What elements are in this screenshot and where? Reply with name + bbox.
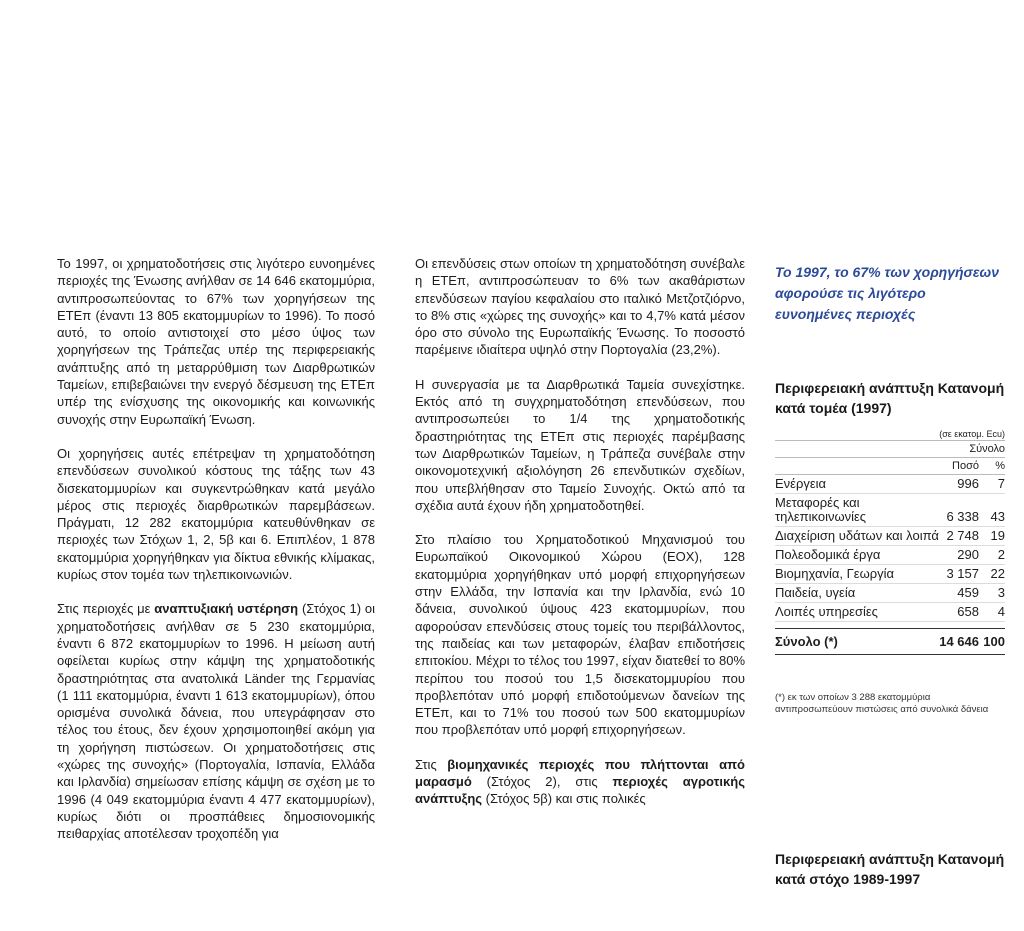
row-amount: 3 157 (939, 565, 979, 584)
column-header-row (775, 458, 1005, 475)
total-header-row (775, 441, 1005, 458)
row-pct: 7 (979, 475, 1005, 494)
row-amount: 290 (939, 546, 979, 565)
row-label: Πολεοδομικά έργα (775, 546, 939, 565)
text-column-left (57, 255, 375, 860)
row-amount: 658 (939, 603, 979, 622)
row-label: Μεταφορές και τηλεπικοινωνίες (775, 494, 939, 527)
paragraph: Οι χορηγήσεις αυτές επέτρεψαν τη χρηματοδότηση επενδύσεων συνολικού κόστους της τάξης των 43 δισεκατομμυρίων και συγκεντρώθηκαν κατά μεγάλο μέρος στις περιοχές διαρθρωτικών παρεμβάσεων. Πράγματι, 12 282 εκατομμύρια κατευθύνθηκαν σε περιοχές των Στόχων 1, 2, 5β και 6. Επιπλέον, 1 878 εκατομμύρια χορηγήθηκαν για δίκτυα εθνικής κλίμακας, κυρίως στον τομέα των τηλεπικοινωνιών. (57, 445, 375, 583)
total-pct: 100 (979, 629, 1005, 655)
chart-title: Περιφερειακή ανάπτυξη Κατανομή κατά στόχο 1989-1997 (775, 851, 1005, 887)
row-label: Παιδεία, υγεία (775, 584, 939, 603)
total-amount: 14 646 (939, 629, 979, 655)
row-label: Διαχείριση υδάτων και λοιπά (775, 527, 939, 546)
paragraph (57, 600, 375, 842)
row-pct: 3 (979, 584, 1005, 603)
unit-label: (σε εκατομ. Ecu) (775, 427, 1005, 441)
table-row (775, 475, 1005, 494)
paragraph: Οι επενδύσεις στων οποίων τη χρηματοδότηση συνέβαλε η ΕΤΕπ, αντιπροσώπευαν το 6% των ακαθάριστων επενδύσεων παγίου κεφαλαίου στο ιταλικό Μετζοτζιόρνο, το 8% στις «χώρες της συνοχής» και το 4,7% κατά μέσον όρο στο σύνολο της Ευρωπαϊκής Ένωσης. Το ποσοστό παρέμεινε ιδιαίτερα υψηλό στην Πορτογαλία (23,2%). (415, 256, 745, 358)
total-row (775, 629, 1005, 655)
paragraph-text: (Στόχος 2), στις (471, 774, 613, 790)
row-pct: 43 (979, 494, 1005, 527)
bold-term: περιοχές αγροτικής ανάπτυξης (415, 774, 745, 807)
paragraph: Το 1997, οι χρηματοδοτήσεις στις λιγότερο ευνοημένες περιοχές της Ένωσης ανήλθαν σε 14 646 εκατομμύρια, αντιπροσωπεύοντας το 67% των χορηγήσεων της ΕΤΕπ (έναντι 13 805 εκατομμυρίων το 1996). Το ποσό αυτό, το οποίο αντιστοιχεί στο μέσο ύψος των χορηγήσεων της Τράπεζας υπέρ της περιφερειακής ανάπτυξης από τη μεταρρύθμιση των Διαρθρωτικών Ταμείων, επιβεβαιώνει την ενεργό δέσμευση της ΕΤΕπ υπέρ της ενίσχυσης της οικονομικής και κοινωνικής συνοχής στην Ευρωπαϊκή Ένωση. (57, 256, 375, 427)
row-amount: 459 (939, 584, 979, 603)
row-pct: 22 (979, 565, 1005, 584)
paragraph-text: (Στόχος 5β) και στις πολικές (482, 791, 646, 807)
paragraph: Η συνεργασία με τα Διαρθρωτικά Ταμεία συνεχίστηκε. Εκτός από τη συγχρηματοδότηση επενδύσεων, που αντιπροσωπεύει το 1/4 της χρηματοδοτικής δραστηριότητας της ΕΤΕπ στις περιοχές παρέμβασης των Διαρθρωτικών Ταμείων, η Τράπεζα συνέβαλε στην οικονομοτεχνική αξιολόγηση 26 επενδυτικών σχεδίων, που υπεβλήθησαν στο Ταμείο Συνοχής. Οκτώ από τα σχέδια αυτά έχουν ήδη χρηματοδοτηθεί. (415, 376, 745, 513)
row-label: Λοιπές υπηρεσίες (775, 603, 939, 622)
row-pct: 2 (979, 546, 1005, 565)
table-title: Περιφερειακή ανάπτυξη Κατανομή κατά τομέα (1997) (775, 380, 1005, 416)
paragraph: Στο πλαίσιο του Χρηματοδοτικού Μηχανισμού του Ευρωπαϊκού Οικονομικού Χώρου (ΕΟΧ), 128 εκατομμύρια χορηγήθηκαν υπό μορφή επιχορηγήσεων στην Ελλάδα, την Ισπανία και την Ιρλανδία, ενώ 10 δάνεια, συνολικού ύψους 423 εκατομμυρίων, που αφορούσαν επενδύσεις στους τομείς του περιβάλλοντος, της παιδείας και των μεταφορών, έλαβαν επιδοτήσεις επιτοκίου. Μέχρι το τέλος του 1997, είχαν διατεθεί το 80% περίπου του ποσού του 1,5 δισεκατομμυρίου που προβλεπόταν υπό μορφή επιδοτούμενων δανείων της ΕΤΕπ, και το 71% του ποσού των 500 εκατομμυρίων που προβλεπόταν υπό μορφή επιχορηγήσεων. (415, 532, 746, 738)
paragraph-text: (Στόχος 1) οι χρηματοδοτήσεις ανήλθαν σε 5 230 εκατομμύρια, έναντι 6 872 εκατομμυρίων το 1996. Η μείωση αυτή οφείλεται κυρίως στην κάμψη της χρηματοδοτικής δραστηριότητας στα ανατολικά Länder της Γερμανίας (1 111 εκατομμύρια, έναντι 1 613 εκατομμυρίων), όπου ορισμένα συνολικά δάνεια, που υπεγράφησαν στο τέλος του έτους, δεν έχουν χρησιμοποιηθεί ακόμη για τη χορήγηση πιστώσεων. Οι χρηματοδοτήσεις στις «χώρες της συνοχής» (Πορτογαλία, Ισπανία, Ελλάδα και Ιρλανδία) σημείωσαν επίσης κάμψη σε σχέση με το 1996 (4 049 εκατομμύρια έναντι 4 477 εκατομμυρίων), κυρίως διότι οι προσπάθειες δημοσιονομικής πειθαρχίας αποτέλεσαν τροχοπέδη για (57, 601, 375, 842)
pct-header: % (979, 458, 1005, 475)
table-row (775, 603, 1005, 622)
table-row (775, 494, 1005, 527)
row-label: Βιομηχανία, Γεωργία (775, 565, 939, 584)
row-amount: 2 748 (939, 527, 979, 546)
amount-header: Ποσό (939, 458, 979, 475)
sector-table (775, 427, 1005, 655)
paragraph-text: Στις (415, 756, 448, 772)
table-row (775, 527, 1005, 546)
table-footnote: (*) εκ των οποίων 3 288 εκατομμύρια αντιπροσωπεύουν πιστώσεις από συνολικά δάνεια (775, 692, 989, 715)
text-column-middle (415, 255, 745, 825)
table-row (775, 565, 1005, 584)
row-amount: 996 (939, 475, 979, 494)
row-amount: 6 338 (939, 494, 979, 527)
sidebar-highlight: Το 1997, το 67% των χορηγήσεων αφορούσε τις λιγότερο ευνοημένες περιοχές (775, 264, 1000, 322)
paragraph (415, 756, 745, 808)
row-label: Ενέργεια (775, 475, 939, 494)
paragraph-text: Στις περιοχές με (57, 601, 155, 617)
total-header: Σύνολο (939, 441, 1005, 458)
table-row (775, 584, 1005, 603)
row-pct: 4 (979, 603, 1005, 622)
row-pct: 19 (979, 527, 1005, 546)
total-label: Σύνολο (*) (775, 629, 939, 655)
table-row (775, 546, 1005, 565)
bold-term: αναπτυξιακή υστέρηση (154, 601, 299, 617)
unit-row (775, 427, 1005, 441)
bold-term: βιομηχανικές περιοχές που πλήττονται από μαρασμό (415, 756, 745, 790)
